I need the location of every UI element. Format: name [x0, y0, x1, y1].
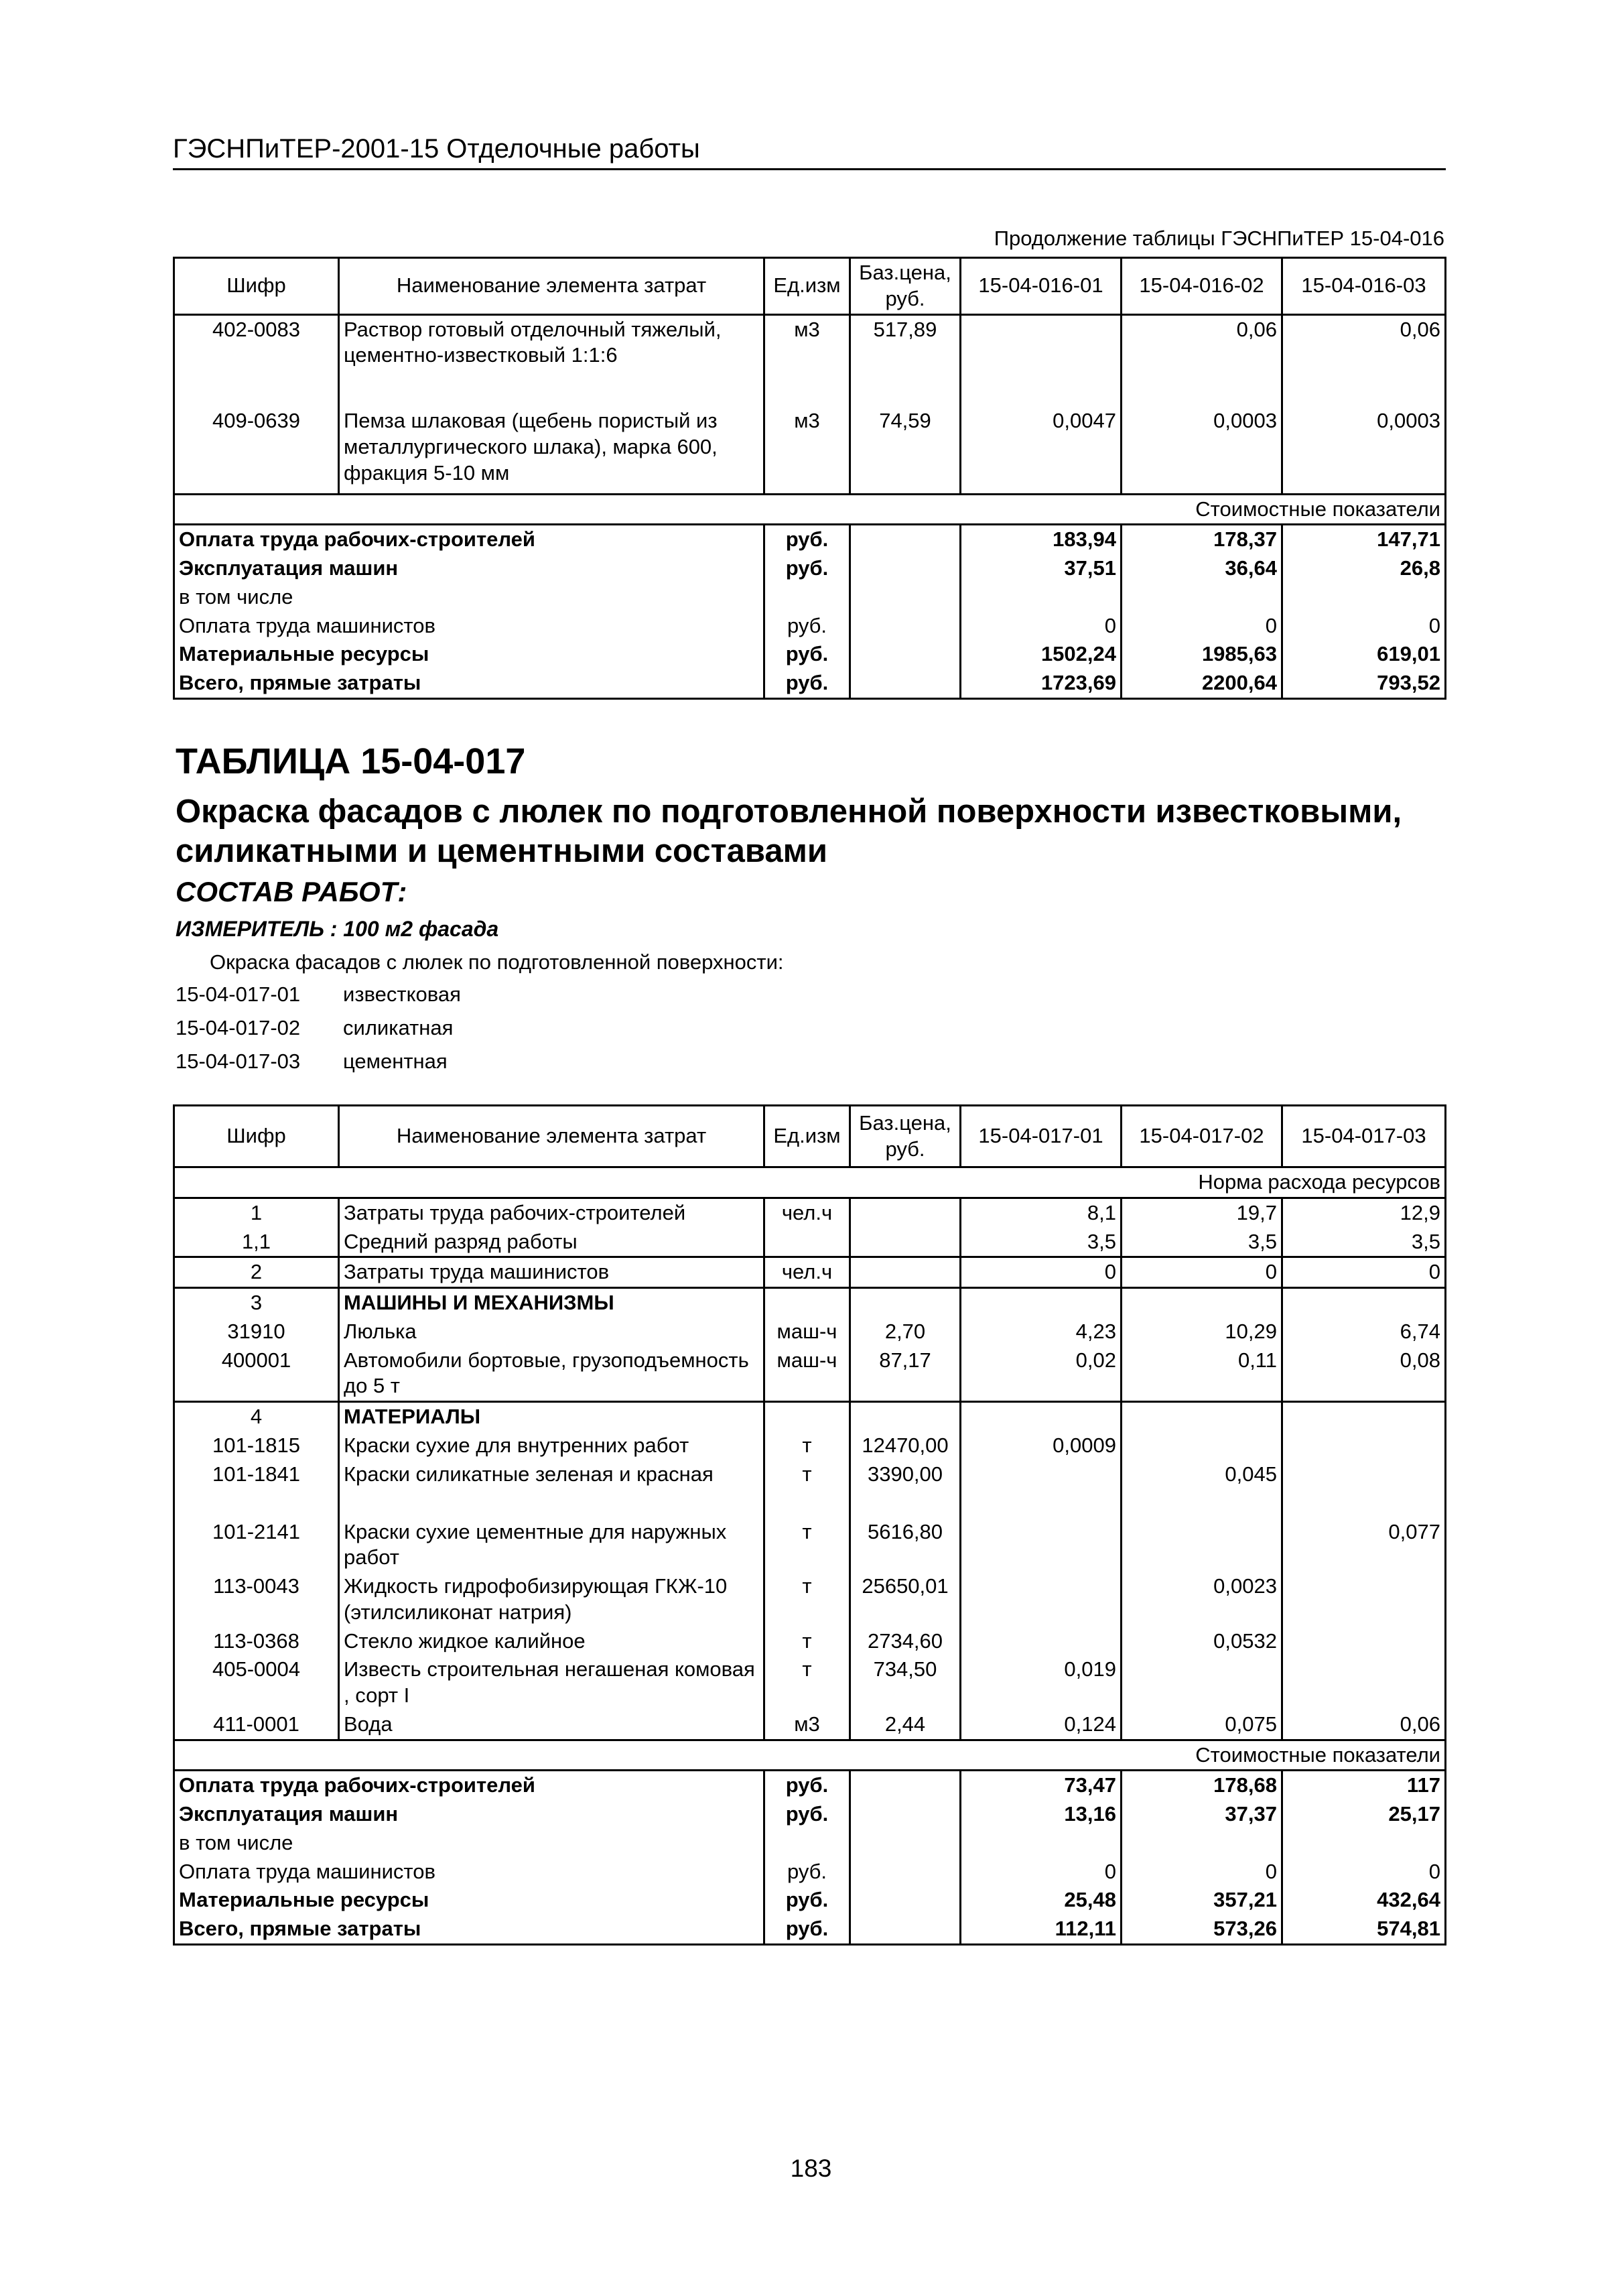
- cost-price: [850, 612, 961, 641]
- cost-unit: руб.: [764, 640, 850, 669]
- row-unit: т: [764, 1518, 850, 1573]
- table-row: [174, 1228, 1446, 1257]
- continuation-caption: Продолжение таблицы ГЭСНПиТЕР 15-04-016: [994, 227, 1444, 250]
- row-unit: маш-ч: [764, 1318, 850, 1346]
- cost-value-3: 432,64: [1282, 1886, 1446, 1915]
- header-col-1: 15-04-016-01: [961, 258, 1122, 315]
- empty-cell: [764, 1288, 850, 1318]
- row-unit: т: [764, 1655, 850, 1710]
- row-value-1: 0,019: [961, 1655, 1122, 1710]
- cost-name: Оплата труда рабочих-строителей: [174, 525, 764, 554]
- row-name: Краски силикатные зеленая и красная: [339, 1460, 764, 1518]
- row-name: Краски сухие цементные для наружных работ: [339, 1518, 764, 1573]
- table-15-04-017: [173, 1104, 1446, 1946]
- cost-name: Эксплуатация машин: [174, 1800, 764, 1829]
- row-unit: т: [764, 1431, 850, 1460]
- row-name: Автомобили бортовые, грузоподъемность до 5 т: [339, 1346, 764, 1402]
- code-list-label: цементная: [343, 1049, 448, 1073]
- cost-value-3: 25,17: [1282, 1800, 1446, 1829]
- row-price: 12470,00: [850, 1431, 961, 1460]
- cost-row: [174, 1800, 1446, 1829]
- cost-value-2: 1985,63: [1122, 640, 1282, 669]
- cost-value-2: 2200,64: [1122, 669, 1282, 698]
- table-row: [174, 314, 1446, 407]
- cost-unit: руб.: [764, 1915, 850, 1944]
- row-value-3: 0,06: [1282, 314, 1446, 407]
- row-name: Затраты труда рабочих-строителей: [339, 1198, 764, 1227]
- cost-row: [174, 612, 1446, 641]
- cost-value-1: 37,51: [961, 554, 1122, 583]
- row-code: 113-0043: [174, 1572, 339, 1627]
- table-title: ТАБЛИЦА 15-04-017: [176, 741, 526, 781]
- row-value-2: 0,075: [1122, 1710, 1282, 1740]
- cost-name: в том числе: [174, 583, 764, 612]
- row-value-1: 3,5: [961, 1228, 1122, 1257]
- cost-band-label: Стоимостные показатели: [174, 1740, 1446, 1771]
- cost-value-2: 357,21: [1122, 1886, 1282, 1915]
- cost-unit: руб.: [764, 1800, 850, 1829]
- cost-price: [850, 583, 961, 612]
- row-value-1: 0,0047: [961, 407, 1122, 494]
- section-code: 3: [174, 1288, 339, 1318]
- cost-row: [174, 1886, 1446, 1915]
- row-value-3: 3,5: [1282, 1228, 1446, 1257]
- cost-value-3: 0: [1282, 612, 1446, 641]
- cost-unit: руб.: [764, 1771, 850, 1800]
- table-row: [174, 1318, 1446, 1346]
- code-list-item: [176, 982, 461, 1016]
- cost-value-1: [961, 1829, 1122, 1858]
- cost-band-label: Стоимостные показатели: [174, 494, 1446, 525]
- cost-name: в том числе: [174, 1829, 764, 1858]
- cost-name: Эксплуатация машин: [174, 554, 764, 583]
- cost-value-2: 0: [1122, 1858, 1282, 1887]
- row-price: 5616,80: [850, 1518, 961, 1573]
- cost-price: [850, 640, 961, 669]
- row-value-1: 8,1: [961, 1198, 1122, 1227]
- row-value-1: 0,124: [961, 1710, 1122, 1740]
- cost-price: [850, 554, 961, 583]
- row-name: Краски сухие для внутренних работ: [339, 1431, 764, 1460]
- row-code: 405-0004: [174, 1655, 339, 1710]
- row-name: Известь строительная негашеная комовая , сорт I: [339, 1655, 764, 1710]
- row-value-2: 0,11: [1122, 1346, 1282, 1402]
- table-row: [174, 1627, 1446, 1656]
- row-value-2: 0,045: [1122, 1460, 1282, 1518]
- cost-row: [174, 1771, 1446, 1800]
- row-value-3: [1282, 1627, 1446, 1656]
- row-value-2: 0,0003: [1122, 407, 1282, 494]
- header-col-1: 15-04-017-01: [961, 1106, 1122, 1167]
- cost-unit: руб.: [764, 554, 850, 583]
- row-unit: чел.ч: [764, 1257, 850, 1288]
- page-number: 183: [790, 2155, 832, 2182]
- row-value-2: 0: [1122, 1257, 1282, 1288]
- empty-cell: [764, 1402, 850, 1431]
- header-name: Наименование элемента затрат: [339, 1106, 764, 1167]
- subtitle-line-1: Окраска фасадов с люлек по подготовленной поверхности известковыми,: [176, 793, 1402, 830]
- empty-cell: [1122, 1288, 1282, 1318]
- cost-name: Материальные ресурсы: [174, 640, 764, 669]
- row-unit: м3: [764, 1710, 850, 1740]
- code-list-code: 15-04-017-01: [176, 982, 301, 1006]
- row-value-2: 0,06: [1122, 314, 1282, 407]
- row-value-2: [1122, 1431, 1282, 1460]
- row-price: 2,70: [850, 1318, 961, 1346]
- cost-row: [174, 640, 1446, 669]
- cost-unit: руб.: [764, 1858, 850, 1887]
- table-row: [174, 1655, 1446, 1710]
- row-value-2: 10,29: [1122, 1318, 1282, 1346]
- code-list: [176, 982, 461, 1083]
- cost-band-row: [174, 1740, 1446, 1771]
- cost-value-2: 0: [1122, 612, 1282, 641]
- header-unit: Ед.изм: [764, 258, 850, 315]
- header-price: Баз.цена, руб.: [850, 1106, 961, 1167]
- row-name: Вода: [339, 1710, 764, 1740]
- row-unit: м3: [764, 407, 850, 494]
- section-header-row: [174, 1288, 1446, 1318]
- cost-unit: [764, 583, 850, 612]
- cost-unit: руб.: [764, 669, 850, 698]
- code-list-label: известковая: [343, 982, 461, 1006]
- cost-value-1: 183,94: [961, 525, 1122, 554]
- cost-value-1: 112,11: [961, 1915, 1122, 1944]
- row-name: Стекло жидкое калийное: [339, 1627, 764, 1656]
- row-value-3: 0,06: [1282, 1710, 1446, 1740]
- row-value-3: 0,077: [1282, 1518, 1446, 1573]
- table-row: [174, 1346, 1446, 1402]
- row-code: 411-0001: [174, 1710, 339, 1740]
- cost-value-3: 619,01: [1282, 640, 1446, 669]
- empty-cell: [1282, 1402, 1446, 1431]
- row-price: 87,17: [850, 1346, 961, 1402]
- norm-band-label: Норма расхода ресурсов: [174, 1167, 1446, 1198]
- row-value-2: 19,7: [1122, 1198, 1282, 1227]
- cost-price: [850, 525, 961, 554]
- row-unit: т: [764, 1572, 850, 1627]
- row-price: 74,59: [850, 407, 961, 494]
- table-row: [174, 407, 1446, 494]
- section-header-row: [174, 1402, 1446, 1431]
- row-code: 402-0083: [174, 314, 339, 407]
- row-value-1: 4,23: [961, 1318, 1122, 1346]
- row-value-3: 0: [1282, 1257, 1446, 1288]
- header-shifr: Шифр: [174, 1106, 339, 1167]
- cost-value-3: 574,81: [1282, 1915, 1446, 1944]
- code-list-item: [176, 1049, 461, 1083]
- row-code: 113-0368: [174, 1627, 339, 1656]
- row-unit: маш-ч: [764, 1346, 850, 1402]
- empty-cell: [850, 1402, 961, 1431]
- table-subtitle: [176, 792, 1448, 871]
- table-15-04-016-continuation: [173, 257, 1446, 700]
- table-header-row: [174, 258, 1446, 315]
- work-composition-heading: СОСТАВ РАБОТ:: [176, 876, 407, 907]
- row-value-1: [961, 1518, 1122, 1573]
- table-header-row: [174, 1106, 1446, 1167]
- row-unit: т: [764, 1627, 850, 1656]
- cost-value-3: [1282, 1829, 1446, 1858]
- row-price: [850, 1228, 961, 1257]
- cost-name: Оплата труда машинистов: [174, 1858, 764, 1887]
- row-unit: т: [764, 1460, 850, 1518]
- row-name: Затраты труда машинистов: [339, 1257, 764, 1288]
- row-value-1: [961, 1627, 1122, 1656]
- cost-value-2: [1122, 583, 1282, 612]
- table-row: [174, 1198, 1446, 1227]
- cost-value-3: 147,71: [1282, 525, 1446, 554]
- cost-name: Оплата труда рабочих-строителей: [174, 1771, 764, 1800]
- row-value-2: [1122, 1655, 1282, 1710]
- cost-value-3: [1282, 583, 1446, 612]
- norm-band-row: [174, 1167, 1446, 1198]
- cost-unit: руб.: [764, 612, 850, 641]
- cost-row: [174, 525, 1446, 554]
- row-price: 2734,60: [850, 1627, 961, 1656]
- subtitle-line-2: силикатными и цементными составами: [176, 832, 827, 869]
- empty-cell: [1282, 1288, 1446, 1318]
- row-price: 517,89: [850, 314, 961, 407]
- header-col-3: 15-04-017-03: [1282, 1106, 1446, 1167]
- cost-name: Всего, прямые затраты: [174, 1915, 764, 1944]
- row-code: 2: [174, 1257, 339, 1288]
- row-value-2: [1122, 1518, 1282, 1573]
- row-price: 25650,01: [850, 1572, 961, 1627]
- row-name: Средний разряд работы: [339, 1228, 764, 1257]
- cost-name: Всего, прямые затраты: [174, 669, 764, 698]
- table-row: [174, 1710, 1446, 1740]
- row-value-3: 0,0003: [1282, 407, 1446, 494]
- cost-value-2: 178,37: [1122, 525, 1282, 554]
- cost-price: [850, 1771, 961, 1800]
- empty-cell: [961, 1288, 1122, 1318]
- row-value-3: 6,74: [1282, 1318, 1446, 1346]
- cost-value-1: 0: [961, 1858, 1122, 1887]
- measurement-unit: ИЗМЕРИТЕЛЬ : 100 м2 фасада: [176, 917, 499, 941]
- header-unit: Ед.изм: [764, 1106, 850, 1167]
- cost-row: [174, 583, 1446, 612]
- row-value-1: 0: [961, 1257, 1122, 1288]
- cost-value-1: 0: [961, 612, 1122, 641]
- code-list-code: 15-04-017-03: [176, 1049, 301, 1073]
- header-col-2: 15-04-016-02: [1122, 258, 1282, 315]
- empty-cell: [1122, 1402, 1282, 1431]
- cost-value-2: [1122, 1829, 1282, 1858]
- section-code: 4: [174, 1402, 339, 1431]
- code-list-code: 15-04-017-02: [176, 1016, 301, 1039]
- cost-name: Оплата труда машинистов: [174, 612, 764, 641]
- row-price: [850, 1257, 961, 1288]
- row-price: 3390,00: [850, 1460, 961, 1518]
- row-value-3: [1282, 1572, 1446, 1627]
- section-title: МАШИНЫ И МЕХАНИЗМЫ: [339, 1288, 764, 1318]
- code-list-item: [176, 1016, 461, 1049]
- cost-value-1: 25,48: [961, 1886, 1122, 1915]
- row-name: Люлька: [339, 1318, 764, 1346]
- row-value-3: 12,9: [1282, 1198, 1446, 1227]
- row-value-3: [1282, 1655, 1446, 1710]
- row-value-1: 0,0009: [961, 1431, 1122, 1460]
- row-value-3: [1282, 1460, 1446, 1518]
- section-title: МАТЕРИАЛЫ: [339, 1402, 764, 1431]
- row-unit: чел.ч: [764, 1198, 850, 1227]
- cost-value-2: 36,64: [1122, 554, 1282, 583]
- row-value-1: 0,02: [961, 1346, 1122, 1402]
- cost-price: [850, 1886, 961, 1915]
- row-value-2: 0,0532: [1122, 1627, 1282, 1656]
- table-row: [174, 1257, 1446, 1288]
- table-row: [174, 1518, 1446, 1573]
- table-row: [174, 1431, 1446, 1460]
- cost-value-3: 793,52: [1282, 669, 1446, 698]
- cost-price: [850, 1800, 961, 1829]
- row-name: Жидкость гидрофобизирующая ГКЖ-10 (этилсиликонат натрия): [339, 1572, 764, 1627]
- row-code: 409-0639: [174, 407, 339, 494]
- cost-name: Материальные ресурсы: [174, 1886, 764, 1915]
- cost-value-3: 26,8: [1282, 554, 1446, 583]
- cost-row: [174, 1829, 1446, 1858]
- row-code: 31910: [174, 1318, 339, 1346]
- cost-row: [174, 669, 1446, 698]
- row-code: 101-1815: [174, 1431, 339, 1460]
- cost-value-2: 37,37: [1122, 1800, 1282, 1829]
- row-code: 101-1841: [174, 1460, 339, 1518]
- row-name: Раствор готовый отделочный тяжелый, цементно-известковый 1:1:6: [339, 314, 764, 407]
- row-value-1: [961, 1572, 1122, 1627]
- cost-value-1: 73,47: [961, 1771, 1122, 1800]
- row-value-3: 0,08: [1282, 1346, 1446, 1402]
- row-unit: м3: [764, 314, 850, 407]
- running-head: ГЭСНПиТЕР-2001-15 Отделочные работы: [173, 134, 1446, 170]
- header-name: Наименование элемента затрат: [339, 258, 764, 315]
- row-value-1: [961, 314, 1122, 407]
- empty-cell: [961, 1402, 1122, 1431]
- cost-row: [174, 1858, 1446, 1887]
- row-value-2: 3,5: [1122, 1228, 1282, 1257]
- table-row: [174, 1460, 1446, 1518]
- header-shifr: Шифр: [174, 258, 339, 315]
- cost-band-row: [174, 494, 1446, 525]
- cost-row: [174, 1915, 1446, 1944]
- cost-value-1: 1723,69: [961, 669, 1122, 698]
- cost-value-3: 117: [1282, 1771, 1446, 1800]
- empty-cell: [850, 1288, 961, 1318]
- row-value-2: 0,0023: [1122, 1572, 1282, 1627]
- cost-unit: руб.: [764, 525, 850, 554]
- row-code: 1,1: [174, 1228, 339, 1257]
- row-price: 734,50: [850, 1655, 961, 1710]
- cost-unit: [764, 1829, 850, 1858]
- row-code: 101-2141: [174, 1518, 339, 1573]
- cost-price: [850, 1858, 961, 1887]
- cost-unit: руб.: [764, 1886, 850, 1915]
- cost-price: [850, 669, 961, 698]
- cost-value-2: 178,68: [1122, 1771, 1282, 1800]
- cost-value-2: 573,26: [1122, 1915, 1282, 1944]
- header-col-3: 15-04-016-03: [1282, 258, 1446, 315]
- row-price: [850, 1198, 961, 1227]
- work-description: Окраска фасадов с люлек по подготовленной поверхности:: [210, 950, 784, 974]
- cost-value-1: [961, 583, 1122, 612]
- row-value-3: [1282, 1431, 1446, 1460]
- cost-value-3: 0: [1282, 1858, 1446, 1887]
- row-code: 400001: [174, 1346, 339, 1402]
- cost-value-1: 13,16: [961, 1800, 1122, 1829]
- cost-price: [850, 1829, 961, 1858]
- cost-price: [850, 1915, 961, 1944]
- row-value-1: [961, 1460, 1122, 1518]
- header-price: Баз.цена, руб.: [850, 258, 961, 315]
- row-price: 2,44: [850, 1710, 961, 1740]
- row-unit: [764, 1228, 850, 1257]
- cost-row: [174, 554, 1446, 583]
- table-row: [174, 1572, 1446, 1627]
- header-col-2: 15-04-017-02: [1122, 1106, 1282, 1167]
- cost-value-1: 1502,24: [961, 640, 1122, 669]
- row-name: Пемза шлаковая (щебень пористый из металлургического шлака), марка 600, фракция 5-10 мм: [339, 407, 764, 494]
- row-code: 1: [174, 1198, 339, 1227]
- code-list-label: силикатная: [343, 1016, 454, 1039]
